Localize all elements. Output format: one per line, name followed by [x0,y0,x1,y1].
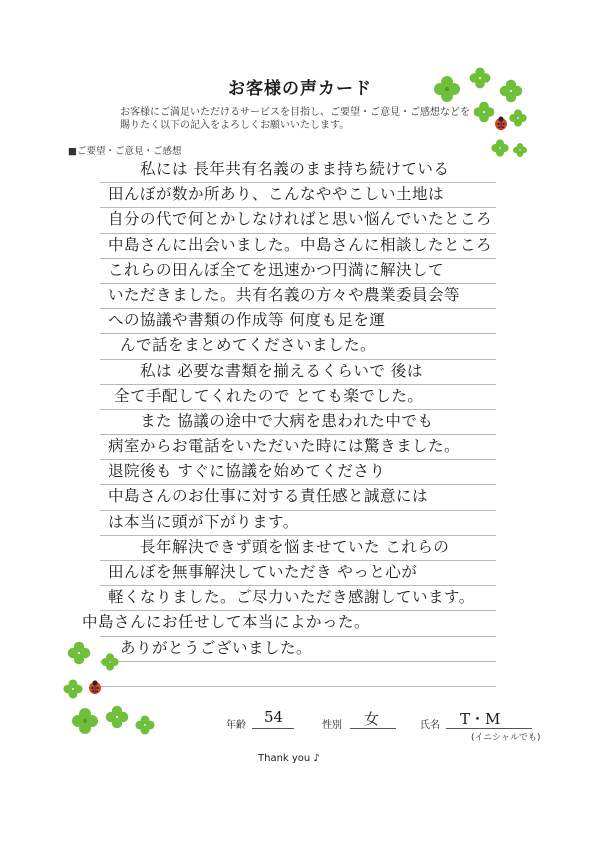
comment-line [100,309,496,334]
age-label: 年齢 [226,720,246,731]
clover-icon [508,108,528,128]
comment-line [100,158,496,183]
comment-text: 私には 長年共有名義のまま持ち続けている [140,160,450,178]
card-intro [120,106,480,132]
comment-line [100,561,496,586]
comment-text: ありがとうございました。 [120,638,313,657]
comment-text: 軽くなりました。ご尽力いただき感謝しています。 [108,588,475,607]
clover-icon [498,78,524,104]
age-value: 54 [264,708,284,726]
clover-icon [70,706,100,736]
comment-text: 田んぼを無事解決していただき やっと心が [108,563,418,581]
comment-line [100,435,496,460]
card-title: お客様の声カード [228,79,372,99]
comment-text: 私は 必要な書類を揃えるくらいで 後は [140,361,423,380]
comment-line [100,284,496,309]
clover-icon [432,74,462,104]
comment-text: への協議や書類の作成等 何度も足を運 [108,311,386,330]
comment-line [100,536,496,561]
ladybug-icon [88,680,102,694]
clover-icon [62,678,84,700]
clover-icon [468,66,492,90]
comment-line [100,360,496,385]
comment-text: 中島さんにお任せして本当によかった。 [82,613,371,632]
clover-icon [66,640,92,666]
comment-text: 退院後も すぐに協議を始めてくださり [108,462,386,481]
comment-line [82,611,496,636]
comment-text: 中島さんに出会いました。中島さんに相談したところ [108,235,493,254]
comment-line [100,511,496,536]
ladybug-icon [494,116,508,130]
gender-value: 女 [364,710,380,728]
comment-text: これらの田んぼ全てを迅速かつ円満に解決して [108,260,445,279]
comment-line [100,183,496,208]
intro-line-2: 賜りたく以下の記入をよろしくお願いいたします。 [120,120,350,131]
name-label: 氏名 [420,720,440,731]
section-label: ■ご要望・ご意見・ご感想 [68,146,182,157]
comment-text: 自分の代で何とかしなければと思い悩んでいたところ [108,210,493,229]
comment-line [100,208,496,233]
clover-icon [100,652,120,672]
comment-line [100,485,496,510]
comment-text: また 協議の途中で大病を患われた中でも [140,411,434,430]
comment-line [100,460,496,485]
clover-icon [490,138,510,158]
comment-text: は本当に頭が下がります。 [108,512,299,531]
comment-line [100,334,496,359]
comment-text: 全て手配してくれたので とても楽でした。 [114,386,424,405]
comment-line [100,662,496,687]
thank-you-text: Thank you ♪ [258,753,320,764]
intro-line-1: お客様にご満足いただけるサービスを目指し、ご要望・ご意見・ご感想などを [120,107,470,118]
comment-line [100,234,496,259]
name-value: T・M [460,710,501,728]
handwritten-comment [82,158,496,687]
clover-icon [134,714,156,736]
comment-text: 長年解決できず頭を悩ませていた これらの [140,537,450,556]
clover-icon [104,704,130,730]
comment-text: 病室からお電話をいただいた時には驚きました。 [108,437,461,456]
comment-line [100,410,496,435]
comment-text: 中島さんのお仕事に対する責任感と誠意には [108,487,429,506]
comment-text: 田んぼが数か所あり、こんなややこしい土地は [108,185,445,204]
age-underline [252,728,294,729]
gender-label: 性別 [322,720,342,731]
comment-text: んで話をまとめてくださいました。 [120,336,377,355]
comment-line [100,385,496,410]
initials-note: (イニシャルでも) [471,733,541,743]
comment-line [100,637,496,662]
clover-icon [512,142,528,158]
clover-icon [472,100,496,124]
comment-text: いただきました。共有名義の方々や農業委員会等 [108,285,461,304]
comment-line [100,259,496,284]
comment-line [100,586,496,611]
